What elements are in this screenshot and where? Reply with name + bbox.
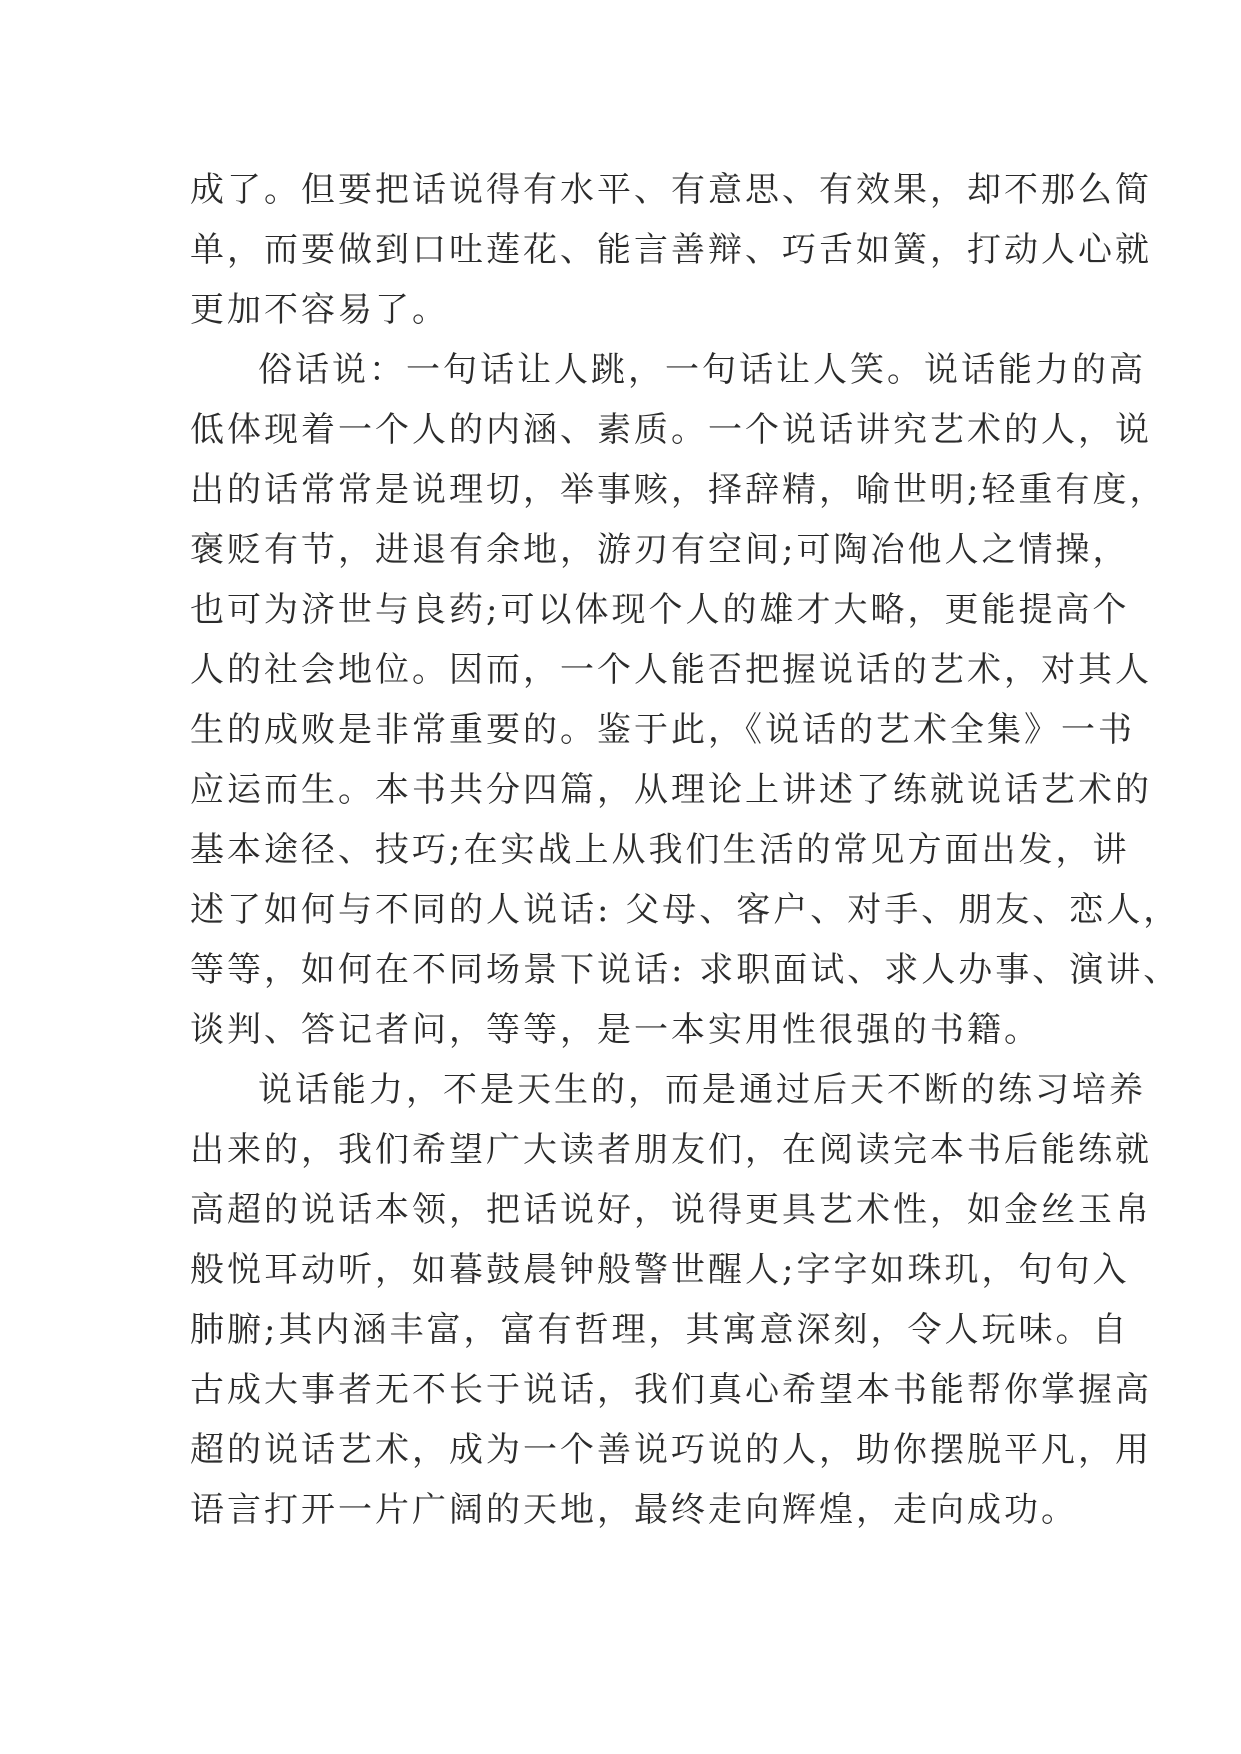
text-line: 古成大事者无不长于说话，我们真心希望本书能帮你掌握高 (190, 1370, 1152, 1410)
text-line: 基本途径、技巧;在实战上从我们生活的常见方面出发，讲 (190, 830, 1130, 870)
paragraph-3 (190, 1060, 1152, 1540)
text-line: 成了。但要把话说得有水平、有意思、有效果，却不那么简 (190, 170, 1152, 210)
text-line: 超的说话艺术，成为一个善说巧说的人，助你摆脱平凡，用 (190, 1430, 1152, 1470)
paragraph-2 (190, 340, 1181, 1060)
text-line: 人的社会地位。因而，一个人能否把握说话的艺术，对其人 (190, 650, 1152, 690)
text-line: 单，而要做到口吐莲花、能言善辩、巧舌如簧，打动人心就 (190, 230, 1152, 270)
text-line: 等等，如何在不同场景下说话: 求职面试、求人办事、演讲、 (190, 950, 1181, 990)
text-line: 褒贬有节，进退有余地，游刃有空间;可陶冶他人之情操， (190, 530, 1130, 570)
text-line: 也可为济世与良药;可以体现个人的雄才大略，更能提高个 (190, 590, 1130, 630)
text-line: 俗话说：一句话让人跳，一句话让人笑。说话能力的高 (258, 350, 1146, 390)
text-line: 谈判、答记者问，等等，是一本实用性很强的书籍。 (190, 1010, 1041, 1050)
text-line: 出的话常常是说理切，举事赅，择辞精，喻世明;轻重有度， (190, 470, 1167, 510)
text-line: 般悦耳动听，如暮鼓晨钟般警世醒人;字字如珠玑，句句入 (190, 1250, 1130, 1290)
text-line: 述了如何与不同的人说话: 父母、客户、对手、朋友、恋人， (190, 890, 1181, 930)
text-line: 出来的，我们希望广大读者朋友们，在阅读完本书后能练就 (190, 1130, 1152, 1170)
text-line: 生的成败是非常重要的。鉴于此，《说话的艺术全集》一书 (190, 710, 1135, 750)
text-line: 高超的说话本领，把话说好，说得更具艺术性，如金丝玉帛 (190, 1190, 1152, 1230)
text-line: 肺腑;其内涵丰富，富有哲理，其寓意深刻，令人玩味。自 (190, 1310, 1130, 1350)
text-line: 说话能力，不是天生的，而是通过后天不断的练习培养 (258, 1070, 1146, 1110)
body-text (190, 160, 1181, 1540)
text-line: 低体现着一个人的内涵、素质。一个说话讲究艺术的人，说 (190, 410, 1152, 450)
text-line: 语言打开一片广阔的天地，最终走向辉煌，走向成功。 (190, 1490, 1078, 1530)
text-line: 应运而生。本书共分四篇，从理论上讲述了练就说话艺术的 (190, 770, 1152, 810)
text-line: 更加不容易了。 (190, 290, 449, 330)
paragraph-1 (190, 160, 1152, 340)
